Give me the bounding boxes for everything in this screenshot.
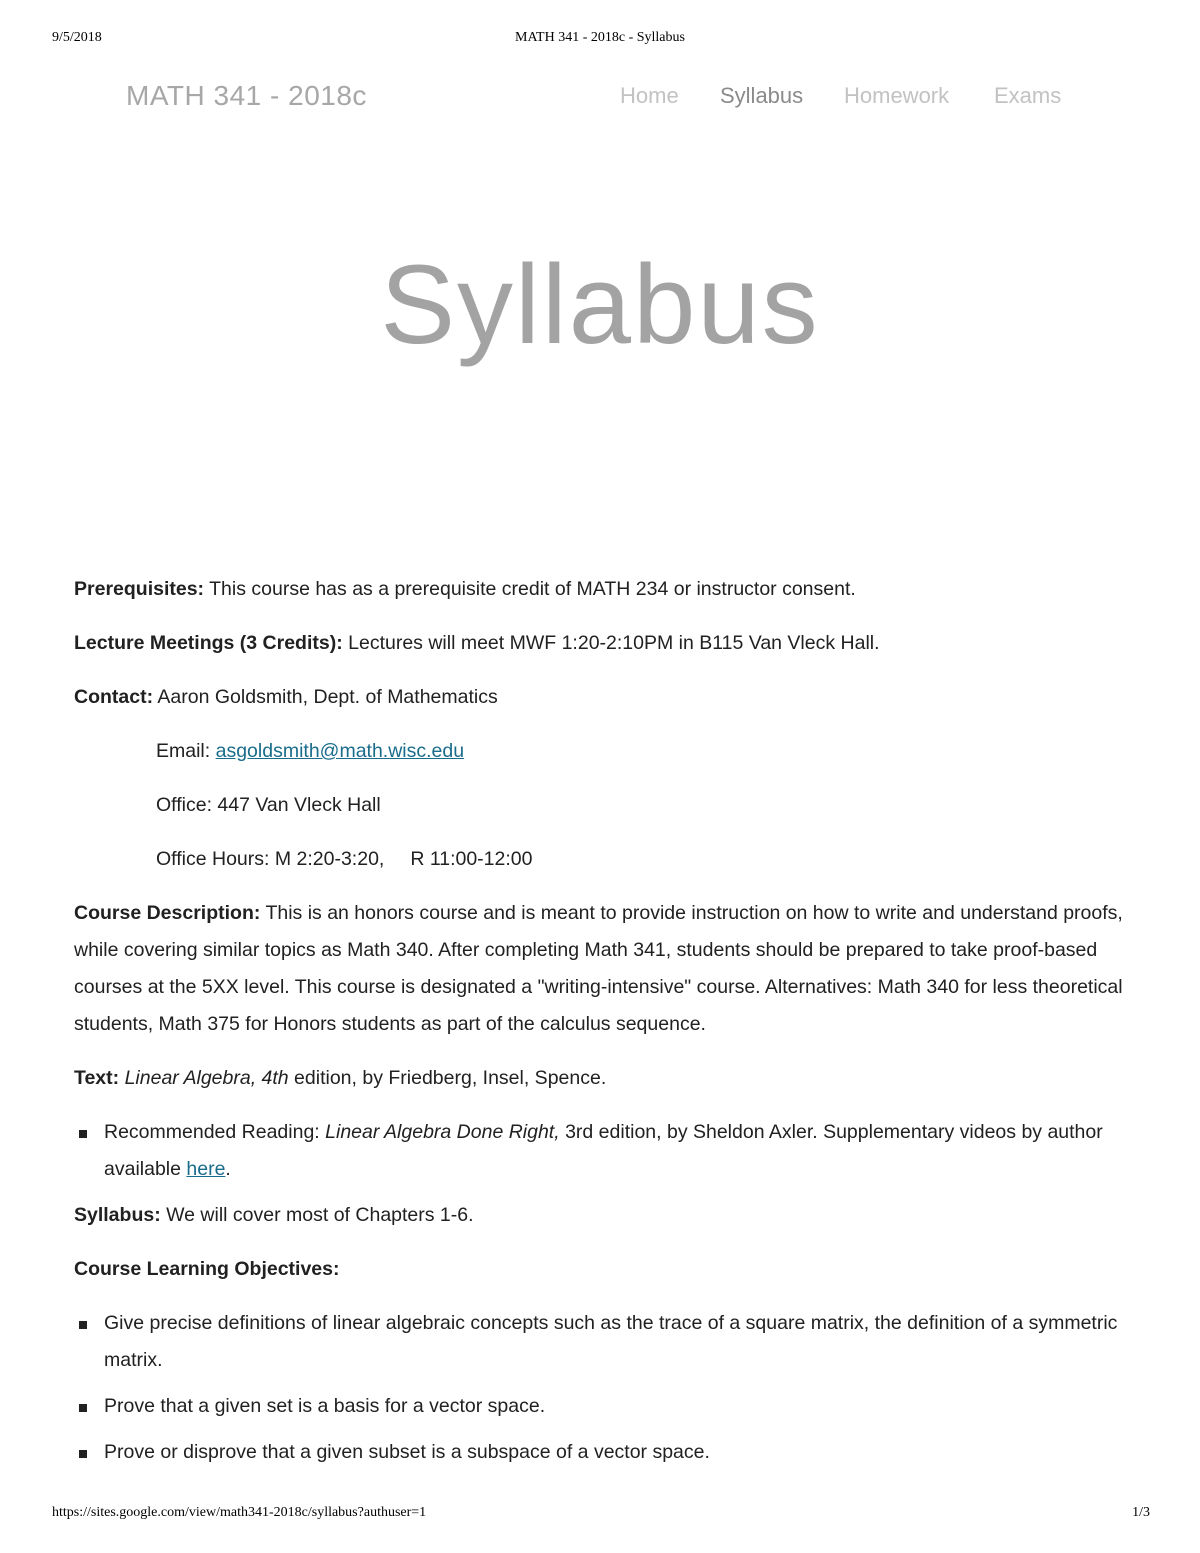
text-label: Text: xyxy=(74,1067,120,1089)
lectures-label: Lecture Meetings (3 Credits): xyxy=(74,632,343,654)
syllabus-label: Syllabus: xyxy=(74,1204,161,1226)
recommended-list xyxy=(74,1114,1134,1188)
syllabus-text: We will cover most of Chapters 1-6. xyxy=(160,1204,474,1226)
list-item xyxy=(74,1305,1134,1379)
lectures-text: Lectures will meet MWF 1:20-2:10PM in B115 Van Vleck Hall. xyxy=(342,632,880,654)
objective-text: Prove that a given set is a basis for a vector space. xyxy=(104,1395,546,1417)
print-date: 9/5/2018 xyxy=(52,30,102,45)
site-title[interactable]: MATH 341 - 2018c xyxy=(126,80,367,111)
objective-text: Prove or disprove that a given subset is a subspace of a vector space. xyxy=(104,1441,710,1463)
text-book-rest: edition, by Friedberg, Insel, Spence. xyxy=(288,1067,607,1089)
videos-link[interactable]: here xyxy=(186,1158,226,1180)
email-link[interactable]: asgoldsmith@math.wisc.edu xyxy=(215,740,465,762)
print-footer xyxy=(0,1505,1200,1525)
recommended-end: . xyxy=(225,1158,231,1180)
office-text: Office: 447 Van Vleck Hall xyxy=(156,794,381,816)
page-title: Syllabus xyxy=(380,242,820,367)
lectures-paragraph xyxy=(74,625,1134,662)
contact-text: Aaron Goldsmith, Dept. of Mathematics xyxy=(153,686,498,708)
list-item xyxy=(74,1114,1134,1188)
nav-homework[interactable]: Homework xyxy=(844,83,950,108)
print-page-number: 1/3 xyxy=(1132,1505,1150,1520)
office-hours-paragraph xyxy=(74,841,1134,878)
bullet-icon xyxy=(79,1404,87,1412)
email-label: Email: xyxy=(156,740,216,762)
syllabus-paragraph xyxy=(74,1197,1134,1234)
contact-paragraph xyxy=(74,679,1134,716)
list-item xyxy=(74,1434,1134,1471)
prerequisites-label: Prerequisites: xyxy=(74,578,205,600)
recommended-rest: 3rd edition, by Sheldon Axler. Supplementary videos by author available xyxy=(104,1121,1103,1180)
nav-syllabus[interactable]: Syllabus xyxy=(720,83,804,108)
text-book-title: Linear Algebra, 4th xyxy=(124,1067,289,1089)
office-hours-text-1: Office Hours: M 2:20-3:20, xyxy=(156,848,385,870)
course-description-text: This is an honors course and is meant to provide instruction on how to write and understand proofs, while covering similar topics as Math 340. After completing Math 341, students should be prepared to take proof-based courses at the 5XX level. This course is designated a "writing-intensive" course. Alternatives: Math 340 for less theoretical students, Math 375 for Honors students as part of the calculus sequence. xyxy=(74,902,1123,1035)
list-item xyxy=(74,1388,1134,1425)
objectives-label: Course Learning Objectives: xyxy=(74,1258,340,1280)
email-paragraph xyxy=(74,733,1134,770)
recommended-title: Linear Algebra Done Right, xyxy=(325,1121,560,1143)
nav-exams[interactable]: Exams xyxy=(994,83,1062,108)
bullet-icon xyxy=(79,1450,87,1458)
objective-text: Give precise definitions of linear algebraic concepts such as the trace of a square matrix, the definition of a symmetric matrix. xyxy=(104,1312,1118,1371)
prerequisites-text: This course has as a prerequisite credit of MATH 234 or instructor consent. xyxy=(204,578,856,600)
main-content xyxy=(74,571,1134,1480)
office-hours-text-2: R 11:00-12:00 xyxy=(410,848,533,870)
office-paragraph xyxy=(74,787,1134,824)
print-url: https://sites.google.com/view/math341-2018c/syllabus?authuser=1 xyxy=(52,1505,427,1520)
recommended-prefix: Recommended Reading: xyxy=(104,1121,320,1143)
objectives-heading-paragraph xyxy=(74,1251,1134,1288)
text-paragraph xyxy=(74,1060,1134,1097)
bullet-icon xyxy=(79,1321,87,1329)
print-doc-title: MATH 341 - 2018c - Syllabus xyxy=(515,30,685,45)
print-header xyxy=(0,30,1200,50)
objectives-list xyxy=(74,1305,1134,1471)
bullet-icon xyxy=(79,1130,87,1138)
prerequisites-paragraph xyxy=(74,571,1134,608)
contact-label: Contact: xyxy=(74,686,154,708)
nav-home[interactable]: Home xyxy=(620,83,679,108)
course-description-label: Course Description: xyxy=(74,902,261,924)
course-description-paragraph xyxy=(74,895,1134,1043)
site-nav xyxy=(0,83,1200,113)
